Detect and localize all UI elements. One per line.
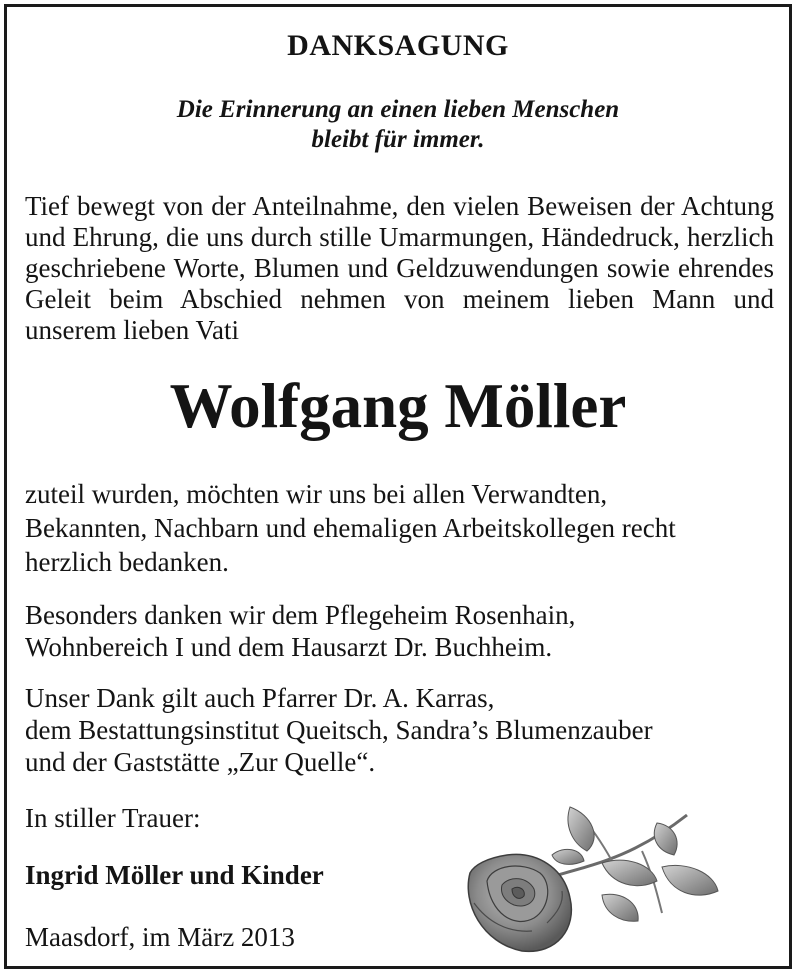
notice-heading: DANKSAGUNG — [287, 29, 509, 62]
paragraph-line: Wohnbereich I und dem Hausarzt Dr. Buchheim. — [25, 632, 553, 662]
paragraph-line: Besonders danken wir dem Pflegeheim Rosenhain, — [25, 600, 576, 630]
family-signature: Ingrid Möller und Kinder — [25, 860, 324, 890]
motto-line: bleibt für immer. — [311, 126, 485, 153]
paragraph-line: zuteil wurden, möchten wir uns bei allen Verwandten, — [25, 479, 608, 509]
further-thanks-paragraph — [25, 682, 759, 778]
mourning-label: In stiller Trauer: — [25, 803, 201, 833]
paragraph-line: dem Bestattungsinstitut Queitsch, Sandra’s Blumenzauber — [25, 715, 653, 745]
rose-icon — [452, 803, 722, 958]
paragraph-line: Bekannten, Nachbarn und ehemaligen Arbeitskollegen recht — [25, 513, 676, 543]
paragraph-line: und der Gaststätte „Zur Quelle“. — [25, 747, 376, 777]
motto-line: Die Erinnerung an einen lieben Menschen — [176, 96, 620, 123]
paragraph-line: Unser Dank gilt auch Pfarrer Dr. A. Karras, — [25, 683, 495, 713]
intro-paragraph: Tief bewegt von der Anteilnahme, den vielen Beweisen der Achtung und Ehrung, die uns durch stille Umarmungen, Händedruck, herzlich geschriebene Worte, Blumen und Geldzuwendungen sowie ehrendes Geleit beim Abschied nehmen von meinem lieben Mann und unserem lieben Vati — [25, 191, 774, 345]
deceased-name: Wolfgang Möller — [169, 371, 627, 441]
paragraph-line: herzlich bedanken. — [25, 547, 229, 577]
motto — [7, 95, 789, 155]
obituary-notice — [4, 4, 792, 969]
special-thanks-paragraph — [25, 599, 759, 663]
place-date: Maasdorf, im März 2013 — [25, 922, 295, 952]
thanks-paragraph — [25, 477, 759, 579]
